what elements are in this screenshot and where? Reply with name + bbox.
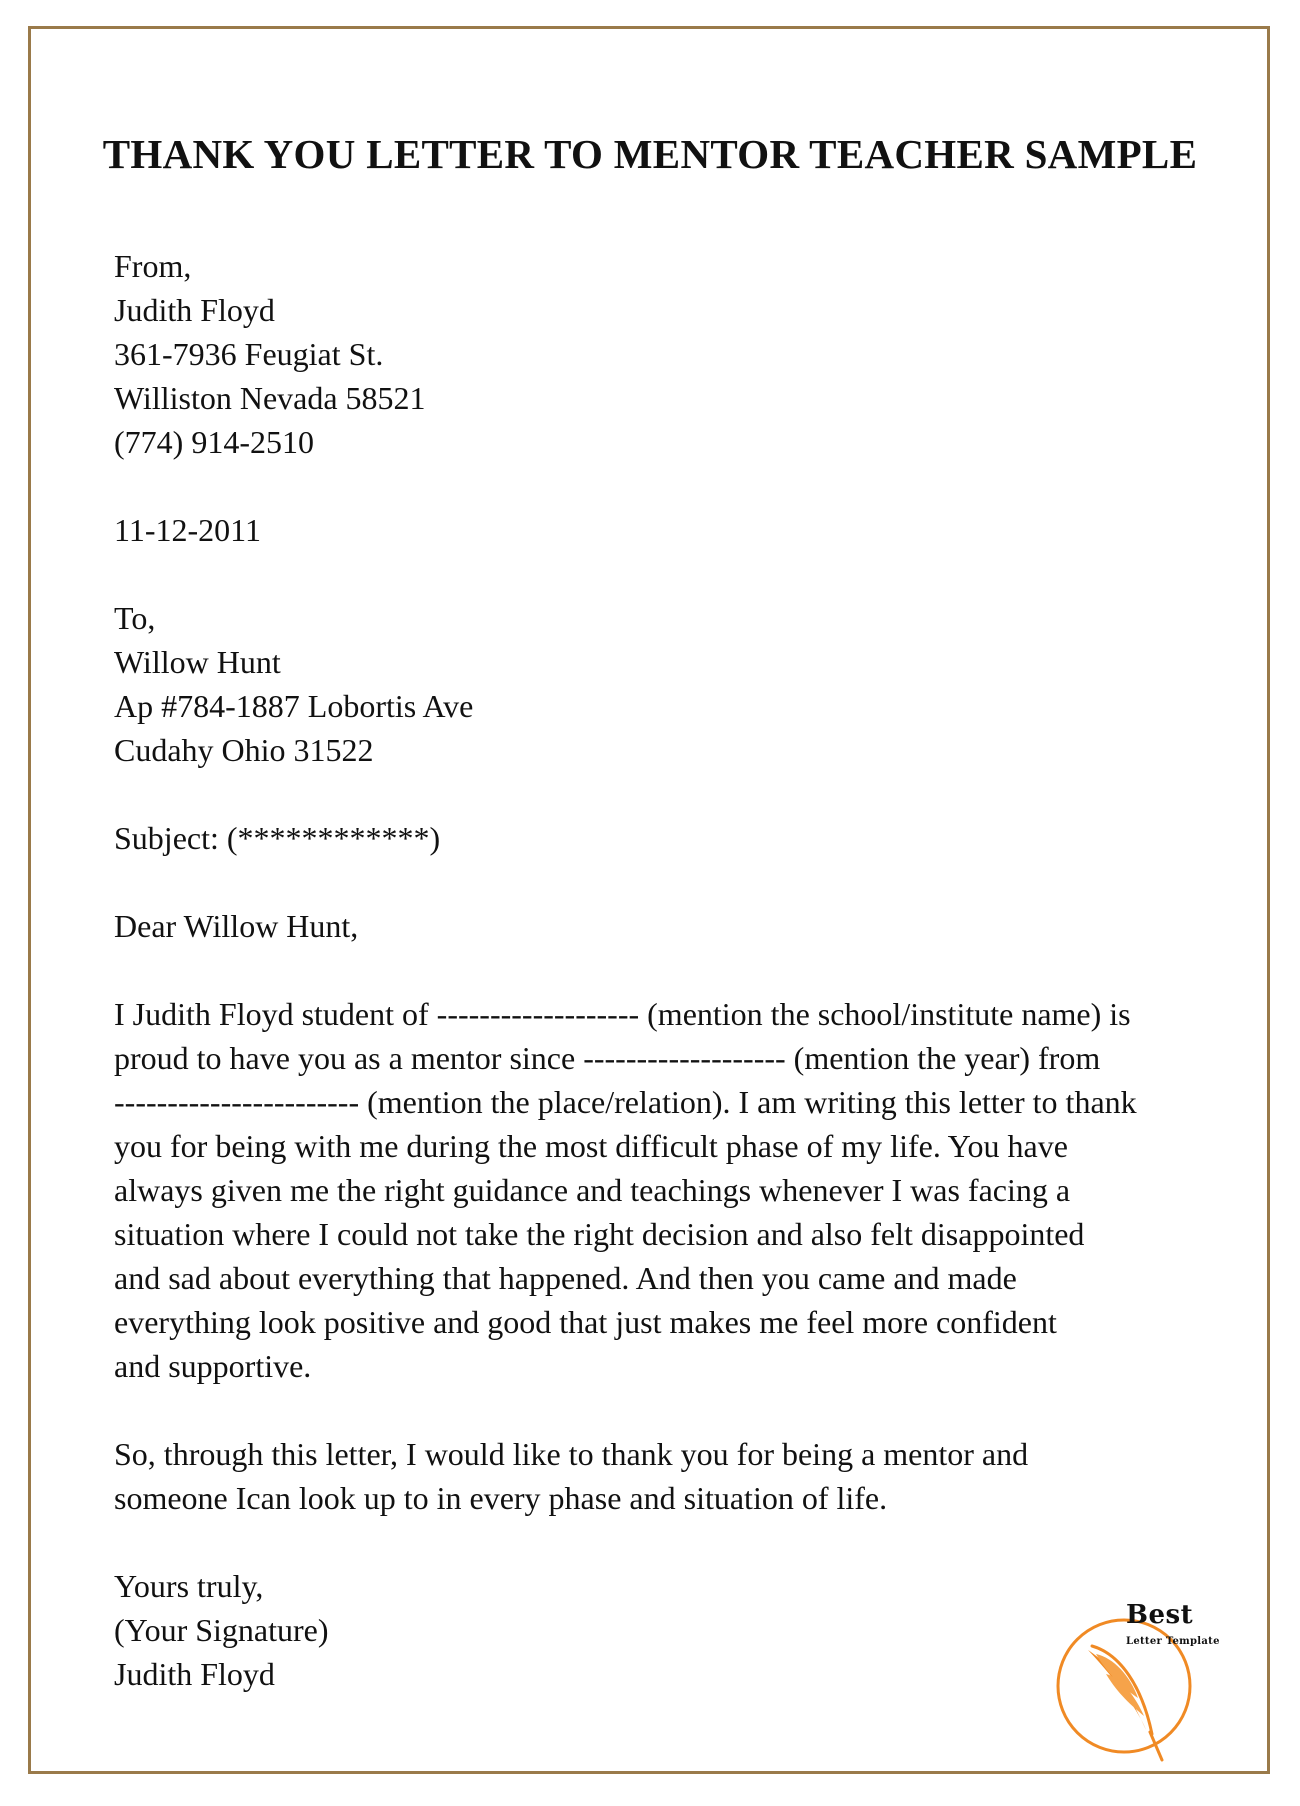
recipient-block (114, 596, 1204, 772)
valediction: Yours truly, (114, 1568, 264, 1604)
recipient-address-line2: Cudahy Ohio 31522 (114, 732, 374, 768)
letter-date: 11-12-2011 (114, 512, 261, 548)
signature-placeholder: (Your Signature) (114, 1612, 329, 1648)
sender-phone: (774) 914-2510 (114, 424, 314, 460)
to-label: To, (114, 600, 156, 636)
sender-name: Judith Floyd (114, 292, 275, 328)
letter-content (114, 244, 1204, 1696)
subject-line: Subject: (************) (114, 820, 441, 856)
body-paragraph-2: So, through this letter, I would like to thank you for being a mentor and someone Ican look up to in every phase and situation of life. (114, 1436, 1029, 1516)
logo-tagline: Letter Template (1126, 1636, 1220, 1647)
sender-block (114, 244, 1204, 464)
sender-address-line1: 361-7936 Feugiat St. (114, 336, 384, 372)
logo-brand: Best (1126, 1600, 1194, 1630)
from-label: From, (114, 248, 192, 284)
letter-title: THANK YOU LETTER TO MENTOR TEACHER SAMPLE (102, 131, 1198, 177)
closing-name: Judith Floyd (114, 1656, 275, 1692)
best-letter-template-logo (1050, 1594, 1240, 1774)
salutation: Dear Willow Hunt, (114, 908, 359, 944)
recipient-address-line1: Ap #784-1887 Lobortis Ave (114, 688, 474, 724)
body-paragraph-1: I Judith Floyd student of ------------------- (mention the school/institute name) is proud to have you as a mentor since ------------------- (mention the year) from ----------------------- (mention the place/relation). I am writing this letter to thank you for being with me during the most difficult phase of my life. You have always given me the right guidance and teachings whenever I was facing a situation where I could not take the right decision and also felt disappointed and sad about everything that happened. And then you came and made everything look positive and good that just makes me feel more confident and supportive. (114, 996, 1137, 1384)
recipient-name: Willow Hunt (114, 644, 281, 680)
sender-address-line2: Williston Nevada 58521 (114, 380, 426, 416)
closing-block (114, 1564, 1204, 1696)
